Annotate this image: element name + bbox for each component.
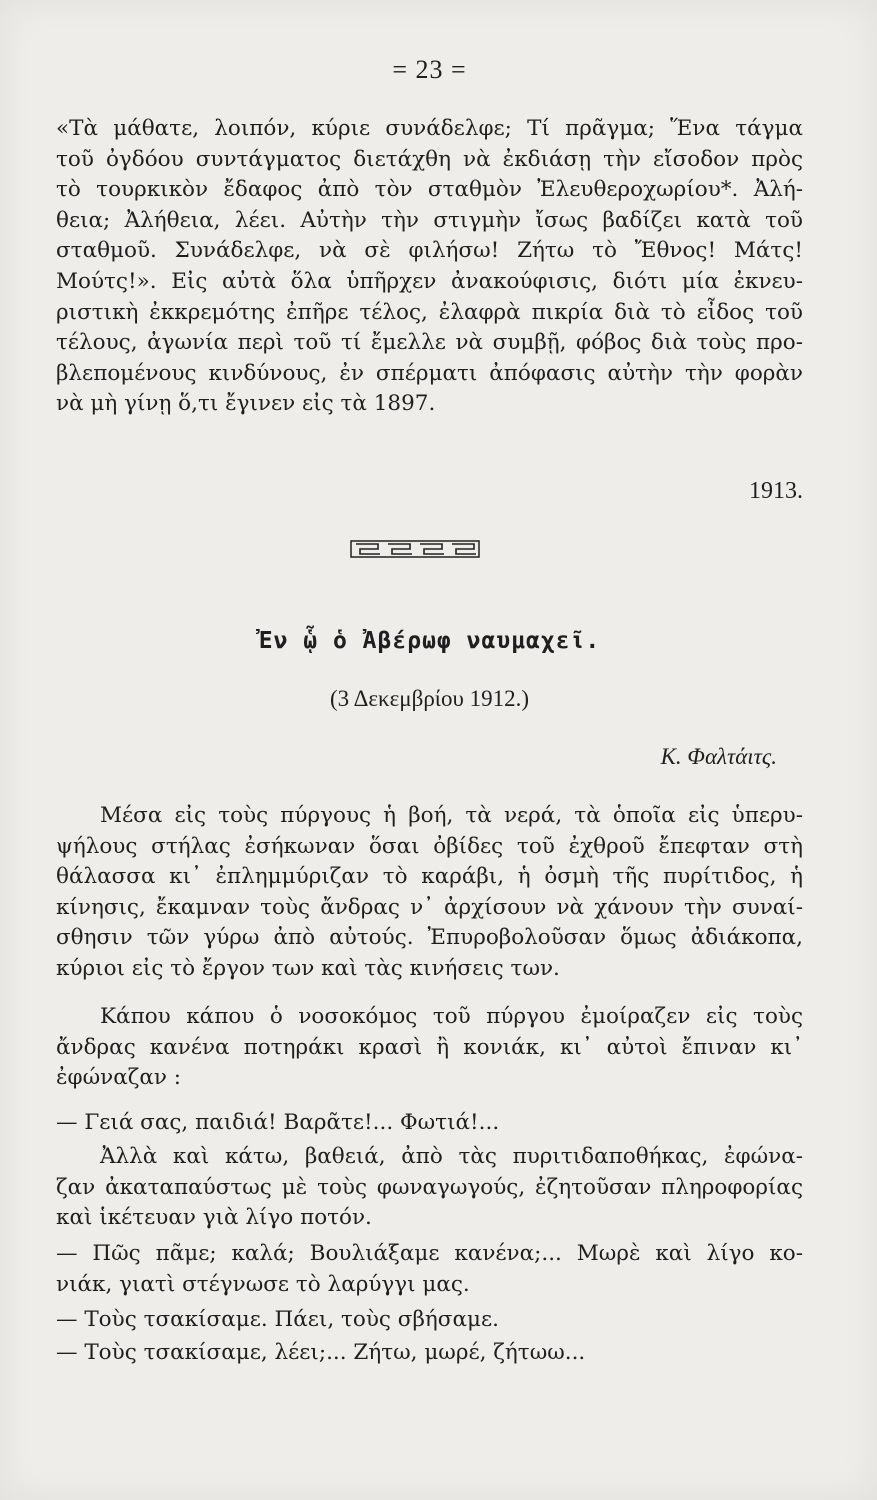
text-line: βλεπομένους κινδύνους, ἐν σπέρματι ἀπόφασις αὐτὴν τὴν φορὰν [56,360,803,386]
year-label: 1913. [749,478,803,504]
text-line: κίνησις, ἔκαμναν τοὺς ἄνδρας ν᾽ ἀρχίσουν νὰ χάνουν τὴν συναί- [56,894,803,920]
text-line: — Τοὺς τσακίσαμε, λέει;... Ζήτω, μωρέ, ζήτωω... [56,1340,586,1365]
text-line: ἐφώναζαν : [56,1065,182,1091]
dialogue-line-1 [56,1108,803,1139]
text-line: «Τὰ μάθατε, λοιπόν, κύριε συνάδελφε; Τί πρᾶγμα; Ἕνα τάγμα [56,116,803,141]
text-line: Μούτς!». Εἰς αὐτὰ ὅλα ὑπῆρχεν ἀνακούφισις, διότι μία ἐκνευ- [56,268,803,294]
text-line: τέλους, ἀγωνία περὶ τοῦ τί ἔμελλε νὰ συμβῇ, φόβος διὰ τοὺς προ- [56,330,803,356]
text-line: ἄνδρας κανένα ποτηράκι κρασὶ ἢ κονιάκ, κι᾽ αὐτοὶ ἔπιναν κι᾽ [56,1034,803,1060]
text-line: θεια; Ἀλήθεια, λέει. Αὐτὴν τὴν στιγμὴν ἴσως βαδίζει κατὰ τοῦ [56,207,803,233]
dialogue-line-2 [56,1239,803,1300]
ornament-divider [350,540,480,558]
text-line: νὰ μὴ γίνῃ ὅ,τι ἔγινεν εἰς τὰ 1897. [56,391,436,417]
text-line: ψήλους στήλας ἐσήκωναν ὅσαι ὀβίδες τοῦ ἐχθροῦ ἔπεφταν στὴ [56,833,803,859]
text-line: Ἀλλὰ καὶ κάτω, βαθειά, ἀπὸ τὰς πυριτιδαποθήκας, ἐφώνα- [100,1144,803,1169]
body-paragraph-1 [56,801,803,985]
text-line: ζαν ἀκαταπαύστως μὲ τοὺς φωναγωγούς, ἐζητοῦσαν πληροφορίας [56,1174,803,1200]
text-line: σθησιν τῶν γύρω ἀπὸ αὐτούς. Ἐπυροβολοῦσαν ὅμως ἀδιάκοπα, [56,925,803,951]
text-line: Μέσα εἰς τοὺς πύργους ἡ βοή, τὰ νερά, τὰ ὁποῖα εἰς ὑπερυ- [100,803,803,828]
text-line: — Τοὺς τσακίσαμε. Πάει, τοὺς σβήσαμε. [56,1307,499,1332]
article-date: (3 Δεκεμβρίου 1912.) [329,686,530,711]
opening-paragraph [56,114,803,420]
text-line: — Πῶς πᾶμε; καλά; Βουλιάξαμε κανένα;... Μωρὲ καὶ λίγο κο- [56,1241,803,1266]
text-line: καὶ ἱκέτευαν γιὰ λίγο ποτόν. [56,1205,372,1231]
dialogue-line-3 [56,1305,803,1336]
text-line: σταθμοῦ. Συνάδελφε, νὰ σὲ φιλήσω! Ζήτω τὸ Ἔθνος! Μάτς! [56,238,803,264]
body-paragraph-2 [56,1002,803,1094]
text-line: νιάκ, γιατὶ στέγνωσε τὸ λαρύγγι μας. [56,1271,470,1297]
text-line: τὸ τουρκικὸν ἔδαφος ἀπὸ τὸν σταθμὸν Ἐλευθεροχωρίου*. Ἀλή- [56,177,803,203]
article-author: Κ. Φαλτάιτς. [660,744,777,769]
text-line: τοῦ ὀγδόου συντάγματος διετάχθη νὰ ἐκδιάσῃ τὴν εἴσοδον πρὸς [56,146,803,172]
article-title: Ἐν ᾧ ὁ Ἀβέρωφ ναυμαχεῖ. [258,628,601,654]
page-number: = 23 = [392,55,467,84]
text-line: Κάπου κάπου ὁ νοσοκόμος τοῦ πύργου ἐμοίραζεν εἰς τοὺς [100,1004,803,1029]
text-line: κύριοι εἰς τὸ ἔργον των καὶ τὰς κινήσεις των. [56,955,560,981]
body-paragraph-3 [56,1142,803,1234]
text-line: θάλασσα κι᾽ ἐπλημμύριζαν τὸ καράβι, ἡ ὀσμὴ τῆς πυρίτιδος, ἡ [56,864,803,890]
text-line: — Γειά σας, παιδιά! Βαρᾶτε!... Φωτιά!... [56,1110,500,1135]
dialogue-line-4 [56,1338,803,1369]
text-line: ριστικὴ ἐκκρεμότης ἐπῆρε τέλος, ἐλαφρὰ πικρία διὰ τὸ εἶδος τοῦ [56,299,803,325]
